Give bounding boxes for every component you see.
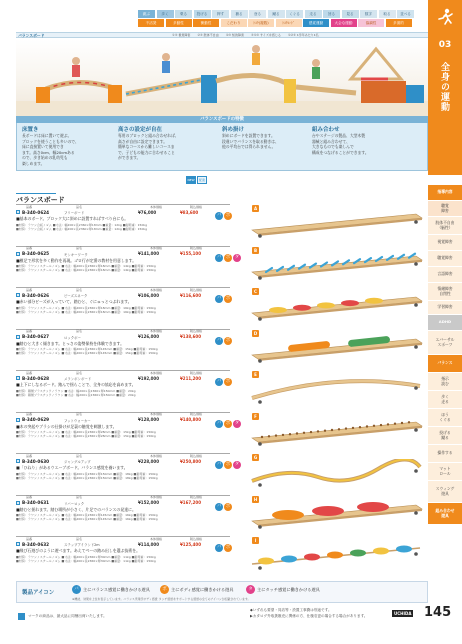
column-header-1: 品番 bbox=[26, 246, 33, 250]
column-header-3: 本体価格 bbox=[150, 287, 163, 292]
board-illustration bbox=[248, 210, 424, 240]
recommend-badge: NEW bbox=[187, 178, 195, 182]
column-header-3: 本体価格 bbox=[150, 536, 163, 541]
column-header-2: 品名 bbox=[76, 246, 83, 250]
condition-tag-9: 協調性 bbox=[358, 19, 384, 27]
condition-tag-6: ﾄｺｸｺｰﾄﾞ bbox=[276, 19, 302, 27]
balance-sense-icon: バ bbox=[216, 213, 222, 218]
touch-sense-icon: タ bbox=[234, 254, 240, 260]
icon-legend-note: ※機能、効果を上位を表示しています。バランス実業学ボディ感覚 タッチ感覚をサポートする感覚の全てのアイコンが記載されています。 bbox=[72, 596, 251, 601]
column-header-2: 品名 bbox=[76, 287, 83, 292]
product-spec: ■材質：ラワン / スチール / ゴム ■寸法：幅200×長2360×厚145mm ■重量：15kg ■耐荷重：150kg bbox=[16, 351, 158, 355]
product-checkbox[interactable] bbox=[16, 542, 20, 546]
product-name: リバーロック bbox=[64, 501, 85, 506]
icon-legend-item-2: 主にボディ感覚に働きかける遊具 bbox=[171, 587, 234, 592]
product-name: ビーズスネーク bbox=[64, 294, 88, 298]
touch-sense-icon: タ bbox=[234, 420, 240, 426]
sidebar-item-6[interactable]: 言語障害 bbox=[428, 267, 462, 283]
product-spec: ■材質：ラワン / スチール / ゴム ■寸法：幅200×長2360×厚145mm ■重量：16kg ■耐荷重：150kg bbox=[16, 517, 158, 521]
column-header-3: 本体価格 bbox=[150, 246, 163, 250]
product-code: B-340-0630 bbox=[22, 458, 50, 464]
product-price-tax: ¥140,800 bbox=[180, 417, 202, 422]
section-number: 03 bbox=[438, 40, 452, 50]
product-price-tax: ¥125,400 bbox=[180, 541, 202, 547]
product-letter-badge: D bbox=[253, 330, 258, 336]
product-description: ■踏むと揺れます。踏む場所が小さく、片足でのバランスの発達に。 bbox=[16, 506, 136, 512]
top-tag-1: 跳ぶ bbox=[138, 10, 155, 18]
board-illustration bbox=[248, 501, 424, 531]
sidebar-item-2[interactable]: 聴覚 障害 bbox=[428, 201, 462, 217]
product-code: B-340-0624 bbox=[22, 209, 50, 215]
icon-legend-item-3: 主にタッチ感覚に働きかける遊具 bbox=[257, 587, 320, 592]
column-header-2: 品名 bbox=[76, 204, 83, 209]
product-name: メランボンボード bbox=[64, 377, 92, 381]
product-description: ■赤い部分ビーズが入っていて、踏むと、ぐにゅっとつぶれます。 bbox=[16, 299, 132, 304]
section-title-bar bbox=[16, 193, 56, 194]
column-header-4: 税込価格 bbox=[190, 204, 203, 209]
product-letter-badge: C bbox=[252, 288, 259, 295]
uchida-logo: UCHIDA bbox=[394, 611, 412, 616]
product-spec: ■材質：ラワン / スチール / ゴム ■寸法：幅200×長2360×厚145mm ■重量：16kg ■耐荷重：150kg bbox=[16, 513, 158, 517]
product-description: ■踏むと大きく傾きます。とっさの姿勢保持を体験できます。 bbox=[16, 340, 125, 346]
icon-legend-item-1: 主にバランス感覚に働きかける遊具 bbox=[83, 587, 150, 592]
top-tag-11: 回る bbox=[323, 10, 340, 18]
product-spec: ■材質：ラワン / スチール / ゴム ■寸法：幅200×長2360×厚30mm ■重量：11kg ■耐荷重：150kg bbox=[16, 558, 156, 563]
product-price-tax: ¥83,600 bbox=[180, 209, 199, 215]
product-spec: ■材質：ラワン / スチール / ゴム ■寸法：幅200×長2360×厚145mm ■重量：15kg ■耐荷重：150kg bbox=[16, 347, 158, 351]
footer-note-2: ▶カタログ外取扱販売に関係の方、仕様変更の場合する場合があります。 bbox=[250, 614, 368, 618]
product-spec: ■材質：ラワン / スチール / ゴム ■寸法：幅200×長2360×厚150mm ■重量：18kg ■耐荷重：150kg bbox=[16, 475, 158, 480]
product-price: ¥192,000 bbox=[138, 375, 160, 381]
column-header-3: 本体価格 bbox=[150, 370, 163, 375]
balance-sense-icon: バ bbox=[216, 545, 222, 550]
column-header-2: 品名 bbox=[76, 412, 83, 416]
sidebar-item-14[interactable]: ほう くぐる bbox=[428, 409, 462, 427]
sidebar-item-9[interactable]: ADHD bbox=[428, 315, 462, 331]
category-legend-item: ④①④ サイズを感じる bbox=[251, 33, 281, 37]
product-price-tax: ¥211,200 bbox=[180, 375, 202, 381]
product-description: ■上下にしなるボード。踏んで揺らことで、全身の協応を高めます。 bbox=[16, 382, 136, 387]
column-header-2: 品名 bbox=[76, 453, 83, 458]
body-sense-icon: ボ bbox=[225, 379, 231, 384]
product-spec: ■材質：ラワン / スチール / ゴム ■寸法：幅200×長2360×厚150mm ■重量：18kg ■耐荷重：150kg bbox=[16, 471, 158, 476]
top-tag-14: 取る bbox=[379, 10, 396, 18]
column-header-2: 品名 bbox=[76, 536, 83, 541]
footer-note-1: ◆いずれも要望・同店等・設置工事費は別途です。 bbox=[250, 608, 332, 612]
board-illustration bbox=[248, 335, 424, 365]
product-letter-badge: B bbox=[253, 247, 258, 253]
product-spec: ■材質：ラワン合板 / ゴム ■寸法：幅200×長2360×厚18mm ■重量：12kg ■耐荷重：150kg bbox=[16, 226, 147, 231]
column-header-4: 税込価格 bbox=[190, 370, 203, 375]
page-number: 145 bbox=[424, 605, 452, 620]
sidebar-item-15[interactable]: 投げる 蹴る bbox=[428, 427, 462, 445]
board-illustration bbox=[248, 293, 424, 323]
footer-mark-icon bbox=[18, 613, 25, 620]
category-legend-item: ①②④ 1学年あたり1名 bbox=[287, 33, 319, 37]
column-header-3: 本体価格 bbox=[150, 453, 163, 458]
product-spec: ■材質：積層プラスチック / ラワン ■寸法：幅200×長2360×厚150mm ■重量：20kg bbox=[16, 392, 136, 397]
product-name: フットウォーカー bbox=[64, 418, 91, 423]
feature-text-2: 専用のブロックと組み合わせれば、 高さが自由に設定できます。 簡単なコースから難しいコースま で、子どもの能力に合わせること ができます。 bbox=[118, 133, 179, 160]
product-price: ¥126,000 bbox=[138, 334, 160, 339]
body-sense-icon: ボ bbox=[225, 420, 231, 426]
product-checkbox[interactable] bbox=[16, 376, 20, 380]
product-name: ジャングルアップ bbox=[64, 460, 91, 464]
category-legend-item: ①④ 視覚障害 bbox=[172, 33, 191, 37]
top-tag-12: 見る bbox=[342, 10, 359, 18]
sidebar-item-1[interactable]: 指導内容 bbox=[428, 185, 462, 201]
balance-sense-icon: バ bbox=[72, 585, 81, 594]
top-tag-4: 投げる bbox=[194, 10, 211, 18]
column-header-1: 品番 bbox=[26, 329, 33, 333]
product-spec: ■材質：ラワン合板 / ゴム ■寸法：幅200×長2360×厚18mm ■重量：12kg ■耐荷重：150kg bbox=[16, 222, 147, 227]
column-header-1: 品番 bbox=[26, 287, 33, 292]
column-header-1: 品番 bbox=[26, 536, 33, 541]
body-sense-icon: ボ bbox=[225, 337, 231, 343]
product-price-tax: ¥116,600 bbox=[180, 292, 202, 298]
body-sense-icon: ボ bbox=[225, 462, 231, 467]
condition-tag-3: 衝動性 bbox=[193, 19, 219, 27]
body-sense-icon: ボ bbox=[160, 585, 169, 594]
footer-left-note: マークの商品は、最大品に同梱出荷いたします。 bbox=[28, 614, 107, 618]
product-code: B-340-0628 bbox=[22, 375, 50, 381]
condition-tag-5: ﾄｺｸ(複数) bbox=[248, 19, 274, 27]
sidebar-item-19[interactable]: 組み合わせ 遊具 bbox=[428, 503, 462, 525]
top-tag-7: 登る bbox=[249, 10, 266, 18]
sidebar-item-12[interactable]: 指示 読む bbox=[428, 373, 462, 391]
sidebar-item-18[interactable]: スウィング 遊具 bbox=[428, 481, 462, 503]
top-tag-3: 乗る bbox=[175, 10, 192, 18]
running-figure-icon bbox=[436, 8, 454, 27]
sidebar-item-5[interactable]: 聴覚障害 bbox=[428, 251, 462, 267]
product-price: ¥76,000 bbox=[138, 209, 157, 215]
sidebar-title: 全身の運動 bbox=[439, 62, 449, 112]
product-letter-badge: G bbox=[253, 455, 258, 460]
product-checkbox[interactable] bbox=[16, 210, 20, 214]
product-spec: ■材質：ラワン / スチール / ゴム ■寸法：幅200×長2360×厚18mm ■重量：16kg ■耐荷重：150kg bbox=[16, 305, 156, 310]
category-legend-item: ②④ 肢体不自由 bbox=[197, 33, 219, 37]
product-spec: ■材質：ラワン / スチール / ゴム ■寸法：幅200×長2360×厚18mm ■重量：14kg ■耐荷重：150kg bbox=[16, 268, 156, 272]
column-header-4: 税込価格 bbox=[190, 536, 203, 541]
product-spec: ■材質：ラワン / スチール / ゴム ■寸法：幅200×長2360×厚30mm ■重量：11kg ■耐荷重：150kg bbox=[16, 554, 156, 559]
sidebar-item-13[interactable]: 歩く 走る bbox=[428, 391, 462, 409]
category-legend-item: ②③ 知的障害 bbox=[225, 33, 245, 37]
top-tag-2: 歩く bbox=[157, 10, 174, 18]
body-sense-icon: ボ bbox=[225, 254, 231, 260]
balance-sense-icon: バ bbox=[216, 296, 222, 301]
condition-tag-2: 多動性 bbox=[166, 19, 192, 27]
product-code: B-340-0632 bbox=[22, 541, 50, 547]
condition-tag-8: 大会な運動 bbox=[331, 19, 357, 27]
category-legend bbox=[172, 33, 319, 37]
column-header-3: 本体価格 bbox=[150, 329, 163, 333]
product-price: ¥228,000 bbox=[138, 458, 160, 464]
sidebar-item-3[interactable]: 肢体不自由 （脳性） bbox=[428, 217, 462, 235]
column-header-1: 品番 bbox=[26, 370, 33, 375]
product-price-tax: ¥155,100 bbox=[180, 251, 202, 256]
column-header-3: 本体価格 bbox=[150, 412, 163, 416]
balance-sense-icon: バ bbox=[216, 462, 222, 467]
product-letter-badge: H bbox=[253, 496, 258, 502]
top-tag-5: 押す bbox=[212, 10, 229, 18]
board-illustration bbox=[248, 252, 424, 282]
product-letter-badge: A bbox=[253, 206, 258, 211]
body-sense-icon: ボ bbox=[225, 213, 231, 218]
product-price: ¥106,000 bbox=[138, 292, 160, 298]
product-checkbox[interactable] bbox=[16, 459, 20, 463]
product-price: ¥141,000 bbox=[138, 251, 160, 256]
column-header-4: 税込価格 bbox=[190, 495, 203, 499]
column-header-2: 品名 bbox=[76, 495, 83, 499]
top-tag-15: 並べる bbox=[397, 10, 414, 18]
product-description: ■木の突起やブラシの仕掛けが足裏の触覚を刺激します。 bbox=[16, 423, 117, 429]
product-name: フリーボード bbox=[64, 211, 85, 215]
product-code: B-340-0629 bbox=[22, 417, 50, 422]
condition-tag-1: 不活発 bbox=[138, 19, 164, 27]
column-header-4: 税込価格 bbox=[190, 287, 203, 292]
category-label: バランスボード bbox=[18, 32, 45, 38]
condition-tag-4: こだわり bbox=[221, 19, 247, 27]
column-header-3: 本体価格 bbox=[150, 495, 163, 499]
sidebar-item-4[interactable]: 視覚障害 bbox=[428, 235, 462, 251]
product-spec: ■材質：積層プラスチック / ラワン ■寸法：幅200×長2360×厚150mm ■重量：20kg bbox=[16, 388, 136, 393]
icon-legend-label: 製品アイコン bbox=[22, 590, 55, 596]
column-header-1: 品番 bbox=[26, 412, 33, 416]
product-checkbox[interactable] bbox=[16, 252, 20, 256]
column-header-4: 税込価格 bbox=[190, 329, 203, 333]
hero-photo bbox=[16, 39, 428, 116]
sidebar-item-11[interactable]: バランス bbox=[428, 355, 462, 373]
product-checkbox[interactable] bbox=[16, 501, 20, 505]
sidebar-item-17[interactable]: マット ロール bbox=[428, 463, 462, 481]
condition-tag-7: 感覚運動 bbox=[303, 19, 329, 27]
feature-title-3: 斜め掛け bbox=[222, 127, 245, 133]
balance-sense-icon: バ bbox=[216, 254, 222, 260]
feature-text-4: 台やステージの製品、大型木製 器械と組み合わせて、 大きなものでも楽しんで 構成をつなげることができます。 bbox=[312, 133, 369, 155]
column-header-1: 品番 bbox=[26, 204, 33, 209]
sidebar-item-8[interactable]: 学習障害 bbox=[428, 301, 462, 315]
section-title: バランスボード bbox=[16, 196, 65, 204]
column-header-3: 本体価格 bbox=[150, 204, 163, 209]
product-price: ¥128,000 bbox=[138, 417, 160, 422]
features-heading: バランスボードの特徴 bbox=[16, 116, 428, 123]
body-sense-icon: ボ bbox=[225, 296, 231, 301]
product-letter-badge: F bbox=[252, 413, 259, 420]
product-price: ¥152,000 bbox=[138, 500, 160, 505]
product-description: ■模足で形状を多く動作を再現。ゴロ行が定番の教材を用意します。 bbox=[16, 257, 137, 263]
board-illustration bbox=[248, 542, 424, 572]
top-tag-9: くぐる bbox=[286, 10, 303, 18]
column-header-2: 品名 bbox=[76, 329, 83, 333]
product-name: モンキーワーク bbox=[64, 252, 88, 257]
balance-sense-icon: バ bbox=[216, 379, 222, 384]
balance-sense-icon: バ bbox=[216, 420, 222, 426]
balance-sense-icon: バ bbox=[216, 337, 222, 343]
product-spec: ■材質：ラワン / スチール / ゴム ■寸法：幅200×長2360×厚28mm ■重量：15kg ■耐荷重：150kg bbox=[16, 430, 156, 434]
column-header-4: 税込価格 bbox=[190, 246, 203, 250]
delivery-badge: 配達 bbox=[198, 178, 205, 182]
board-illustration bbox=[248, 376, 424, 406]
product-name: ロックボー bbox=[64, 335, 81, 340]
product-spec: ■材質：ラワン / スチール / ゴム ■寸法：幅200×長2360×厚18mm ■重量：16kg ■耐荷重：150kg bbox=[16, 309, 156, 314]
feature-title-4: 組み合わせ bbox=[312, 127, 340, 133]
column-header-1: 品番 bbox=[26, 453, 33, 458]
column-header-2: 品名 bbox=[76, 370, 83, 375]
product-letter-badge: E bbox=[252, 371, 259, 378]
feature-title-1: 床置き bbox=[22, 127, 39, 133]
column-header-4: 税込価格 bbox=[190, 412, 203, 416]
product-spec: ■材質：ラワン / スチール / ゴム ■寸法：幅200×長2360×厚28mm ■重量：15kg ■耐荷重：150kg bbox=[16, 434, 156, 438]
top-tag-13: 数字 bbox=[360, 10, 377, 18]
product-spec: ■材質：ラワン / スチール / ゴム ■寸法：幅200×長2360×厚18mm ■重量：14kg ■耐荷重：150kg bbox=[16, 264, 156, 268]
condition-tag-10: 多面的 bbox=[386, 19, 412, 27]
feature-text-1: 長ボードは床に置いて遊ぶ。 ブロックを使うことも多いので、 床に直接置いて使用でき ます。高さ0cm、幅20cmある ので、歩き始めの乳幼児も 楽しめます。 bbox=[22, 133, 79, 166]
feature-text-3: 斜めにボードを設置できます。 段違いでバランスを取る動きは、 他の平均台では得られません。 bbox=[222, 133, 279, 149]
product-description: ■「ひねり」があるウエーブボード。バランス感覚を養います。 bbox=[16, 465, 128, 470]
product-code: B-340-0626 bbox=[22, 292, 50, 298]
top-tag-8: 蹴る bbox=[268, 10, 285, 18]
top-tag-6: 捕る bbox=[231, 10, 248, 18]
product-checkbox[interactable] bbox=[16, 293, 20, 297]
product-letter-badge: I bbox=[252, 537, 259, 544]
product-description: ■基本のボード。ブロック大に斜めに設置すればすべり台にも。 bbox=[16, 216, 129, 221]
product-price-tax: ¥138,600 bbox=[180, 334, 202, 339]
product-description: ■飛び石遊びのように遊べます。あえてペーの踏み出しを選ぶ技術を。 bbox=[16, 548, 140, 553]
product-price: ¥114,000 bbox=[138, 541, 160, 547]
sidebar-item-16[interactable]: 操作する bbox=[428, 445, 462, 463]
product-price-tax: ¥167,200 bbox=[180, 500, 202, 505]
feature-title-2: 高さの設定が自在 bbox=[118, 127, 163, 133]
balance-sense-icon: バ bbox=[216, 503, 222, 509]
touch-sense-icon: タ bbox=[246, 585, 255, 594]
product-name: ステップアイランド2m bbox=[64, 543, 100, 547]
product-code: B-340-0625 bbox=[22, 251, 50, 256]
column-header-1: 品番 bbox=[26, 495, 33, 499]
top-tag-10: 走る bbox=[305, 10, 322, 18]
touch-sense-icon: タ bbox=[234, 462, 240, 467]
sidebar-item-10[interactable]: エバーサル スポーツ bbox=[428, 331, 462, 355]
board-illustration bbox=[248, 459, 424, 489]
product-code: B-340-0631 bbox=[22, 500, 50, 505]
body-sense-icon: ボ bbox=[225, 503, 231, 509]
product-checkbox[interactable] bbox=[16, 335, 20, 339]
board-illustration bbox=[248, 418, 424, 448]
product-checkbox[interactable] bbox=[16, 418, 20, 422]
sidebar-item-7[interactable]: 情緒障害 自閉性 bbox=[428, 283, 462, 301]
column-header-4: 税込価格 bbox=[190, 453, 203, 458]
body-sense-icon: ボ bbox=[225, 545, 231, 550]
product-price-tax: ¥250,800 bbox=[180, 458, 202, 464]
product-code: B-340-0627 bbox=[22, 334, 50, 339]
